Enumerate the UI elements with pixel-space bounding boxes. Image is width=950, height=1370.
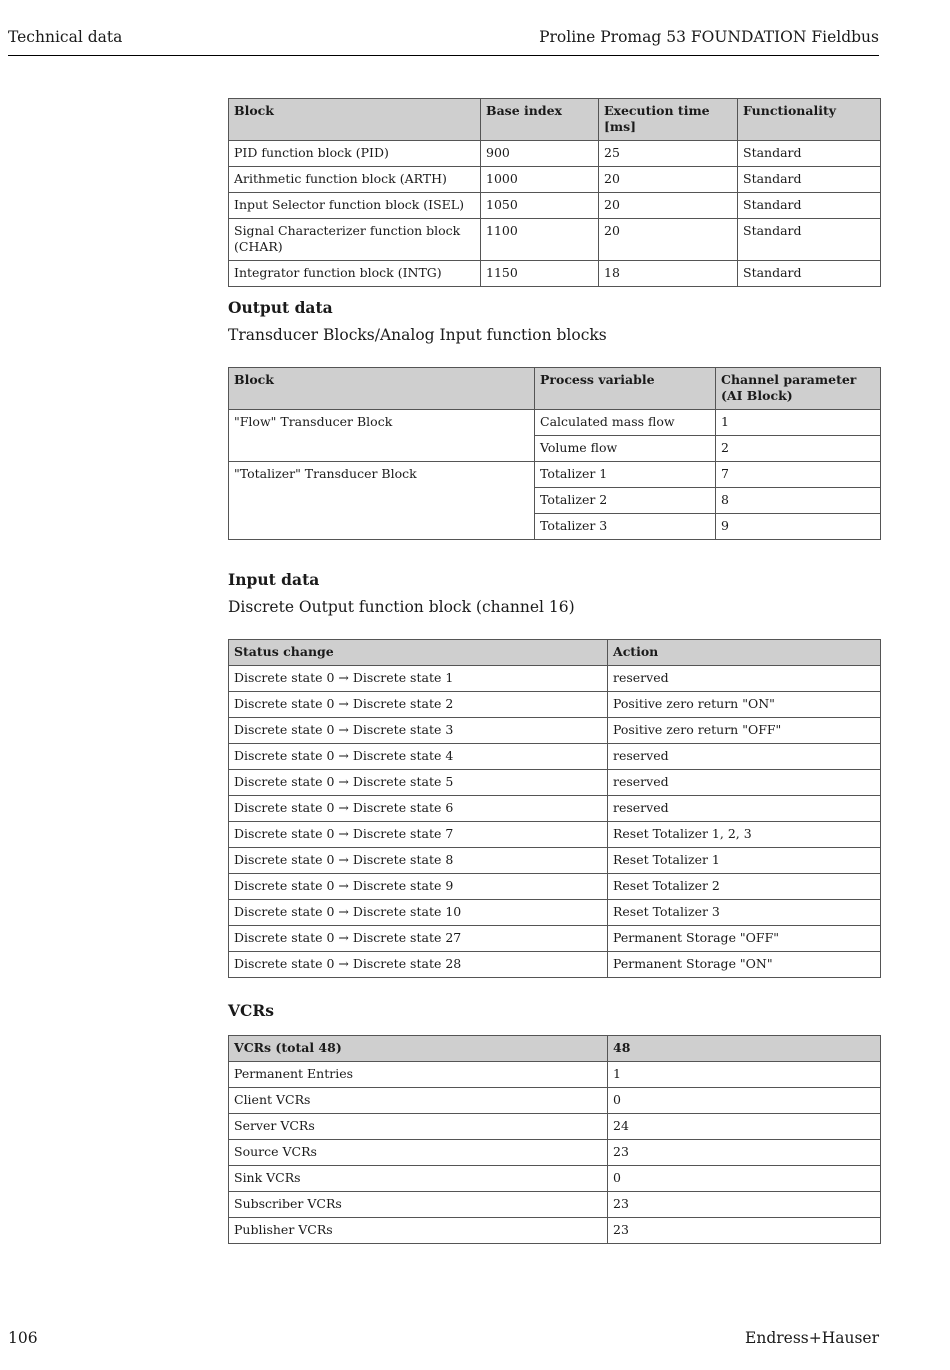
- input-data-heading: Input data: [228, 570, 320, 589]
- table-cell: 20: [599, 193, 738, 219]
- table-row: [229, 900, 881, 926]
- table-cell: Positive zero return "ON": [608, 692, 881, 718]
- table-cell: Standard: [738, 141, 881, 167]
- table-row: [229, 744, 881, 770]
- table-cell: Client VCRs: [229, 1088, 608, 1114]
- table-row: [229, 261, 881, 287]
- table-cell: 23: [608, 1192, 881, 1218]
- column-header: Status change: [229, 640, 608, 666]
- table-row: [229, 1088, 881, 1114]
- table-row: [229, 1140, 881, 1166]
- page-header-document-title: Proline Promag 53 FOUNDATION Fieldbus: [539, 28, 879, 46]
- table-cell: Volume flow: [535, 436, 716, 462]
- table-row: [229, 952, 881, 978]
- table-cell: Publisher VCRs: [229, 1218, 608, 1244]
- table-cell: reserved: [608, 770, 881, 796]
- table-cell: 20: [599, 219, 738, 261]
- table-cell: Totalizer 3: [535, 514, 716, 540]
- column-header: VCRs (total 48): [229, 1036, 608, 1062]
- table-cell: Totalizer 2: [535, 488, 716, 514]
- table-cell: PID function block (PID): [229, 141, 481, 167]
- table-cell: 1: [716, 410, 881, 436]
- table-row: [229, 1114, 881, 1140]
- table-cell: Discrete state 0 → Discrete state 10: [229, 900, 608, 926]
- output-data-subheading: Transducer Blocks/Analog Input function blocks: [228, 326, 607, 344]
- table-cell: Discrete state 0 → Discrete state 9: [229, 874, 608, 900]
- table-cell: Input Selector function block (ISEL): [229, 193, 481, 219]
- output-data-table: [228, 367, 881, 540]
- table-cell: Totalizer 1: [535, 462, 716, 488]
- table-header-row: [229, 99, 881, 141]
- table-cell: 1100: [481, 219, 599, 261]
- table-cell: 1: [608, 1062, 881, 1088]
- table-row: [229, 219, 881, 261]
- page-header-section: Technical data: [8, 28, 123, 46]
- table-cell: Standard: [738, 167, 881, 193]
- table-cell: Discrete state 0 → Discrete state 2: [229, 692, 608, 718]
- table-row: [229, 796, 881, 822]
- column-header: Action: [608, 640, 881, 666]
- column-header: Base index: [481, 99, 599, 141]
- input-data-subheading: Discrete Output function block (channel 16): [228, 598, 575, 616]
- table-header-row: [229, 1036, 881, 1062]
- table-cell: reserved: [608, 666, 881, 692]
- table-row: [229, 692, 881, 718]
- table-cell: 23: [608, 1218, 881, 1244]
- table-cell: 24: [608, 1114, 881, 1140]
- table-cell-block: "Flow" Transducer Block: [229, 410, 535, 462]
- table-cell: 8: [716, 488, 881, 514]
- vcrs-table: [228, 1035, 881, 1244]
- table-row: [229, 167, 881, 193]
- table-cell: reserved: [608, 796, 881, 822]
- table-row: [229, 718, 881, 744]
- table-cell: 18: [599, 261, 738, 287]
- table-cell: 7: [716, 462, 881, 488]
- column-header: 48: [608, 1036, 881, 1062]
- page-number: 106: [8, 1329, 38, 1347]
- table-cell: Discrete state 0 → Discrete state 28: [229, 952, 608, 978]
- table-row: [229, 1218, 881, 1244]
- table-cell: Arithmetic function block (ARTH): [229, 167, 481, 193]
- table-cell: Signal Characterizer function block (CHAR): [229, 219, 481, 261]
- table-cell: Reset Totalizer 3: [608, 900, 881, 926]
- table-cell: Discrete state 0 → Discrete state 3: [229, 718, 608, 744]
- table-row: [229, 848, 881, 874]
- column-header: Block: [229, 99, 481, 141]
- input-data-table: [228, 639, 881, 978]
- table-cell: Positive zero return "OFF": [608, 718, 881, 744]
- table-cell: Discrete state 0 → Discrete state 4: [229, 744, 608, 770]
- column-header: Channel parameter (AI Block): [716, 368, 881, 410]
- table-cell: Permanent Storage "OFF": [608, 926, 881, 952]
- output-data-heading: Output data: [228, 298, 333, 317]
- table-cell: Discrete state 0 → Discrete state 1: [229, 666, 608, 692]
- table-row: [229, 141, 881, 167]
- table-cell: Integrator function block (INTG): [229, 261, 481, 287]
- table-row: [229, 1192, 881, 1218]
- table-cell: 0: [608, 1088, 881, 1114]
- table-cell: 9: [716, 514, 881, 540]
- table-row: [229, 1062, 881, 1088]
- vcrs-heading: VCRs: [228, 1001, 274, 1020]
- table-cell: Subscriber VCRs: [229, 1192, 608, 1218]
- table-cell: 2: [716, 436, 881, 462]
- table-cell: 25: [599, 141, 738, 167]
- table-cell: 0: [608, 1166, 881, 1192]
- table-cell: 20: [599, 167, 738, 193]
- table-cell: 1000: [481, 167, 599, 193]
- table-cell: Source VCRs: [229, 1140, 608, 1166]
- column-header: Functionality: [738, 99, 881, 141]
- table-cell: reserved: [608, 744, 881, 770]
- header-divider: [8, 55, 879, 56]
- table-cell: 900: [481, 141, 599, 167]
- function-blocks-table: [228, 98, 881, 287]
- table-row: [229, 1166, 881, 1192]
- table-header-row: [229, 640, 881, 666]
- brand-name: Endress+Hauser: [745, 1329, 879, 1347]
- table-cell: Reset Totalizer 1, 2, 3: [608, 822, 881, 848]
- table-cell: Reset Totalizer 1: [608, 848, 881, 874]
- table-cell: Permanent Entries: [229, 1062, 608, 1088]
- table-cell: Server VCRs: [229, 1114, 608, 1140]
- table-row: [229, 822, 881, 848]
- table-cell: Standard: [738, 219, 881, 261]
- table-cell: Discrete state 0 → Discrete state 6: [229, 796, 608, 822]
- table-row: [229, 926, 881, 952]
- table-cell-block: "Totalizer" Transducer Block: [229, 462, 535, 540]
- table-header-row: [229, 368, 881, 410]
- table-cell: Standard: [738, 193, 881, 219]
- table-cell: Calculated mass flow: [535, 410, 716, 436]
- table-cell: Discrete state 0 → Discrete state 8: [229, 848, 608, 874]
- table-row: [229, 462, 881, 488]
- table-cell: Discrete state 0 → Discrete state 7: [229, 822, 608, 848]
- table-cell: Sink VCRs: [229, 1166, 608, 1192]
- column-header: Process variable: [535, 368, 716, 410]
- table-row: [229, 874, 881, 900]
- table-row: [229, 193, 881, 219]
- table-row: [229, 770, 881, 796]
- table-cell: Permanent Storage "ON": [608, 952, 881, 978]
- table-cell: 1150: [481, 261, 599, 287]
- table-cell: 23: [608, 1140, 881, 1166]
- table-cell: Reset Totalizer 2: [608, 874, 881, 900]
- table-row: [229, 666, 881, 692]
- table-cell: Standard: [738, 261, 881, 287]
- column-header: Block: [229, 368, 535, 410]
- table-cell: Discrete state 0 → Discrete state 27: [229, 926, 608, 952]
- table-row: [229, 410, 881, 436]
- table-cell: 1050: [481, 193, 599, 219]
- column-header: Execution time [ms]: [599, 99, 738, 141]
- table-cell: Discrete state 0 → Discrete state 5: [229, 770, 608, 796]
